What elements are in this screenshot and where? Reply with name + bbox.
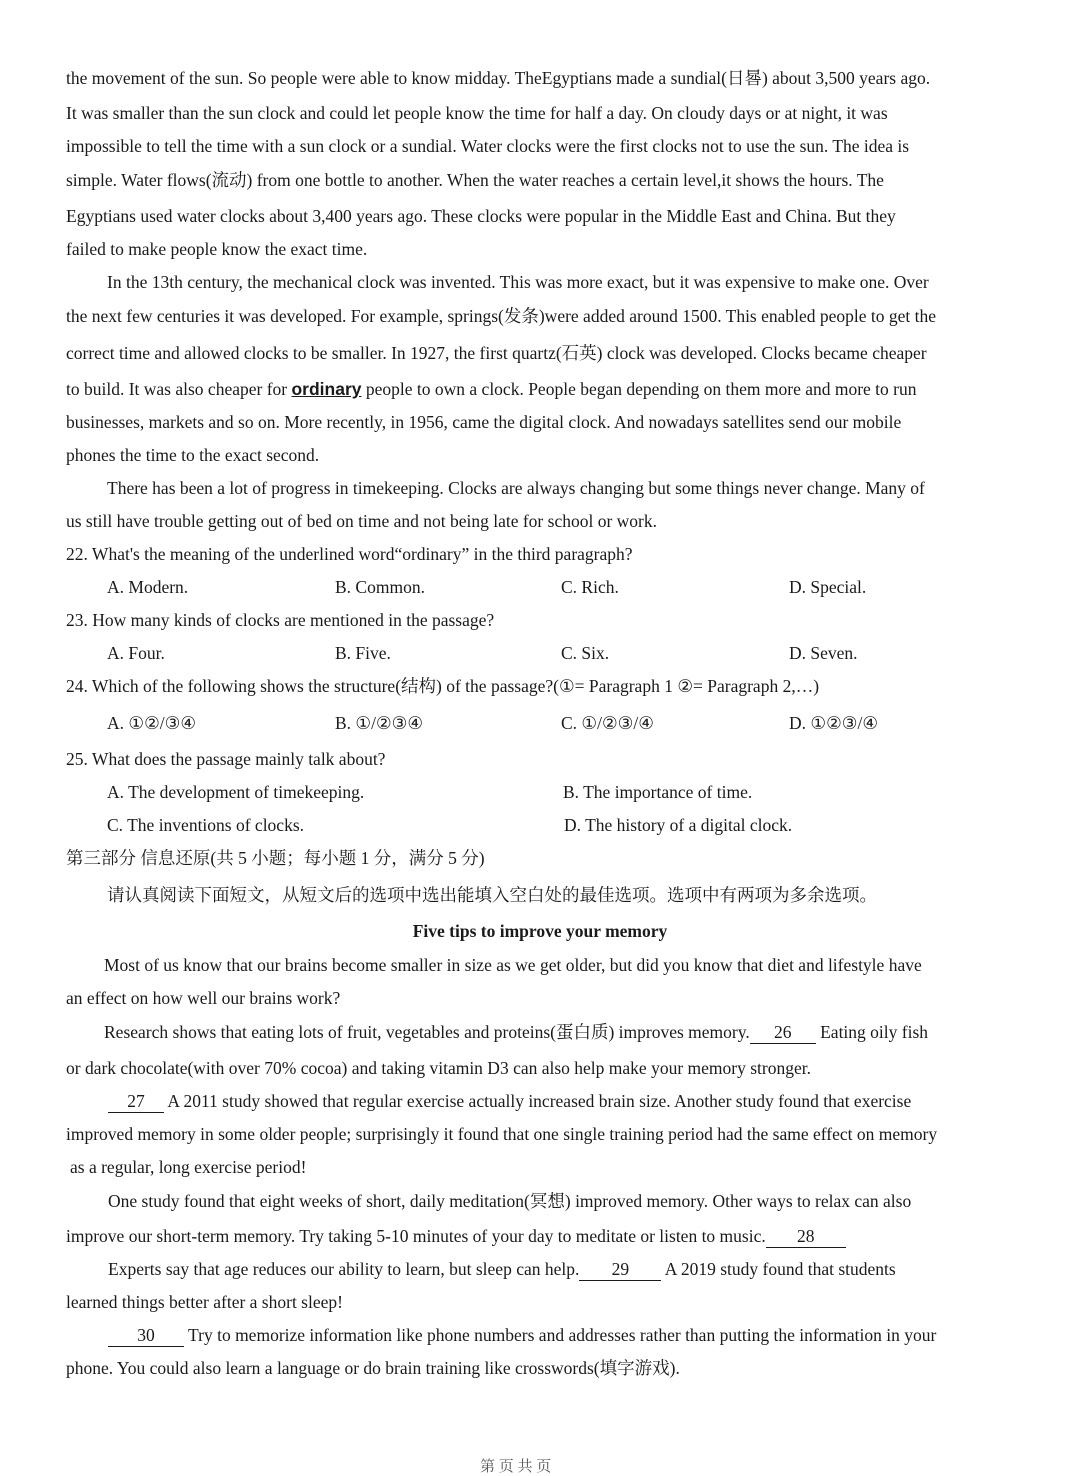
question-stem: 22. What's the meaning of the underlined word“ordinary” in the third paragraph? bbox=[66, 544, 633, 564]
article-line: improved memory in some older people; surprisingly it found that one single training period had the same effect on memory bbox=[66, 1124, 938, 1144]
article-line: learned things better after a short sleep! bbox=[66, 1292, 343, 1312]
article-line: phone. You could also learn a language or do brain training like crosswords(填字游戏). bbox=[66, 1358, 680, 1378]
option-c: C. Rich. bbox=[561, 577, 619, 597]
passage-line: the movement of the sun. So people were able to know midday. TheEgyptians made a sundial(日晷) about 3,500 years ago. bbox=[66, 68, 931, 88]
question-stem: 23. How many kinds of clocks are mentioned in the passage? bbox=[66, 610, 495, 630]
passage-line: failed to make people know the exact time. bbox=[66, 239, 368, 259]
line-text: people to own a clock. People began depending on them more and more to run bbox=[361, 379, 917, 399]
passage-line: In the 13th century, the mechanical clock was invented. This was more exact, but it was expensive to make one. Over bbox=[107, 272, 929, 292]
line-text: to build. It was also cheaper for bbox=[66, 379, 292, 399]
line-text: Eating oily fish bbox=[815, 1022, 929, 1042]
option-c: C. ①/②③/④ bbox=[561, 713, 654, 733]
option-b: B. ①/②③④ bbox=[335, 713, 424, 733]
passage-line bbox=[66, 381, 917, 399]
article-line bbox=[66, 1228, 846, 1248]
blank-28[interactable]: 28 bbox=[766, 1228, 846, 1248]
article-line bbox=[108, 1327, 936, 1347]
article-line: as a regular, long exercise period! bbox=[70, 1157, 307, 1177]
option-a: A. Modern. bbox=[107, 577, 189, 597]
line-text: A 2019 study found that students bbox=[661, 1259, 896, 1279]
article-line bbox=[104, 1024, 928, 1044]
passage-line: Egyptians used water clocks about 3,400 years ago. These clocks were popular in the Middle East and China. But they bbox=[66, 206, 896, 226]
article-line bbox=[108, 1093, 911, 1113]
line-text: improve our short-term memory. Try taking 5-10 minutes of your day to meditate or listen to music. bbox=[66, 1226, 766, 1246]
line-text: Try to memorize information like phone numbers and addresses rather than putting the information in your bbox=[184, 1325, 937, 1345]
option-a: A. Four. bbox=[107, 643, 165, 663]
article-line bbox=[108, 1261, 896, 1281]
article-line: Most of us know that our brains become smaller in size as we get older, but did you know that diet and lifestyle have bbox=[104, 955, 922, 975]
option-c: C. The inventions of clocks. bbox=[107, 815, 305, 835]
blank-27[interactable]: 27 bbox=[108, 1093, 164, 1113]
option-d: D. The history of a digital clock. bbox=[564, 815, 793, 835]
line-text: Experts say that age reduces our ability to learn, but sleep can help. bbox=[108, 1259, 580, 1279]
option-b: B. The importance of time. bbox=[563, 782, 753, 802]
blank-30[interactable]: 30 bbox=[108, 1327, 184, 1347]
passage-line: correct time and allowed clocks to be smaller. In 1927, the first quartz(石英) clock was developed. Clocks became cheaper bbox=[66, 343, 927, 363]
blank-29[interactable]: 29 bbox=[579, 1261, 661, 1281]
option-d: D. ①②③/④ bbox=[789, 713, 879, 733]
question-stem: 25. What does the passage mainly talk about? bbox=[66, 749, 386, 769]
passage-line: impossible to tell the time with a sun clock or a sundial. Water clocks were the first clocks not to use the sun. The idea is bbox=[66, 136, 910, 156]
passage-line: phones the time to the exact second. bbox=[66, 445, 320, 465]
passage-line: simple. Water flows(流动) from one bottle to another. When the water reaches a certain level,it shows the hours. The bbox=[66, 170, 884, 190]
option-d: D. Special. bbox=[789, 577, 867, 597]
underlined-word: ordinary bbox=[291, 379, 362, 399]
passage-line: the next few centuries it was developed. For example, springs(发条)were added around 1500. This enabled people to get the bbox=[66, 306, 937, 326]
passage-line: businesses, markets and so on. More recently, in 1956, came the digital clock. And nowadays satellites send our mobile bbox=[66, 412, 902, 432]
article-title: Five tips to improve your memory bbox=[412, 921, 668, 941]
line-text: Research shows that eating lots of fruit, vegetables and proteins(蛋白质) improves memory. bbox=[104, 1022, 750, 1042]
section-heading: 第三部分 信息还原(共 5 小题；每小题 1 分，满分 5 分) bbox=[66, 848, 485, 868]
passage-line: There has been a lot of progress in timekeeping. Clocks are always changing but some things never change. Many of bbox=[107, 478, 925, 498]
option-a: A. The development of timekeeping. bbox=[107, 782, 365, 802]
option-b: B. Common. bbox=[335, 577, 425, 597]
section-instruction: 请认真阅读下面短文，从短文后的选项中选出能填入空白处的最佳选项。选项中有两项为多余选项。 bbox=[107, 885, 877, 905]
article-line: an effect on how well our brains work? bbox=[66, 988, 341, 1008]
article-line: or dark chocolate(with over 70% cocoa) and taking vitamin D3 can also help make your memory stronger. bbox=[66, 1058, 811, 1078]
option-c: C. Six. bbox=[561, 643, 610, 663]
option-b: B. Five. bbox=[335, 643, 391, 663]
page-footer: 第 页 共 页 bbox=[480, 1459, 552, 1475]
article-line: One study found that eight weeks of short, daily meditation(冥想) improved memory. Other ways to relax can also bbox=[108, 1191, 912, 1211]
passage-line: us still have trouble getting out of bed on time and not being late for school or work. bbox=[66, 511, 657, 531]
blank-26[interactable]: 26 bbox=[750, 1024, 816, 1044]
passage-line: It was smaller than the sun clock and could let people know the time for half a day. On cloudy days or at night, it was bbox=[66, 103, 888, 123]
option-d: D. Seven. bbox=[789, 643, 858, 663]
option-a: A. ①②/③④ bbox=[107, 713, 197, 733]
line-text: A 2011 study showed that regular exercise actually increased brain size. Another study found that exercise bbox=[164, 1091, 912, 1111]
question-stem: 24. Which of the following shows the structure(结构) of the passage?(①= Paragraph 1 ②= Paragraph 2,…) bbox=[66, 676, 820, 696]
